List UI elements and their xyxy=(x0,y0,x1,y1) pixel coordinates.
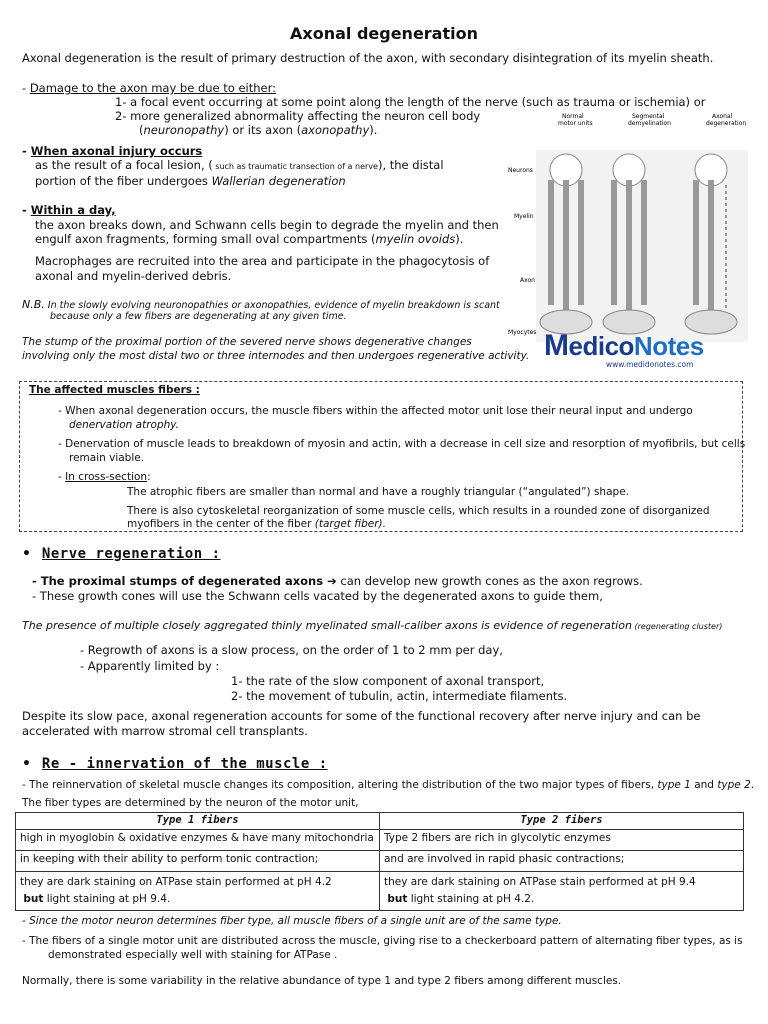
table-row xyxy=(16,830,744,851)
affected-bullet-2b: remain viable. xyxy=(69,452,145,464)
affected-bullet-1: - When axonal degeneration occurs, the muscle fibers within the affected motor unit lose their neural input and undergo xyxy=(58,405,693,417)
svg-text:motor units: motor units xyxy=(558,120,593,127)
figure-col-normal: Normal xyxy=(562,113,584,120)
nb-line-1: N.B. In the slowly evolving neuronopathies or axonopathies, evidence of myelin breakdown is scant xyxy=(22,298,500,311)
figure-row-myocytes: Myocytes xyxy=(508,329,537,336)
fiber-types-table xyxy=(15,812,744,911)
mediconotes-logo: MedicoNotes www.medidonotes.com xyxy=(544,329,704,369)
cross-section-1: The atrophic fibers are smaller than normal and have a roughly triangular (“angulated”) shape. xyxy=(127,486,629,498)
damage-heading: - Damage to the axon may be due to either: xyxy=(22,81,277,95)
affected-bullet-1b: denervation atrophy. xyxy=(69,419,180,431)
table-cell: high in myoglobin & oxidative enzymes & have many mitochondria xyxy=(16,830,380,851)
table-cell: in keeping with their ability to perform tonic contraction; xyxy=(16,851,380,872)
closing-line-2: - The fibers of a single motor unit are distributed across the muscle, giving rise to a checkerboard pattern of alternating fiber types, as is xyxy=(22,935,743,947)
regen-line-9: accelerated with marrow stromal cell transplants. xyxy=(22,724,308,738)
regen-line-8: Despite its slow pace, axonal regeneration accounts for some of the functional recovery after nerve injury and can be xyxy=(22,709,701,723)
table-cell: Type 2 fibers are rich in glycolytic enzymes xyxy=(380,830,744,851)
day-heading: - Within a day, xyxy=(22,203,116,217)
damage-item-2-detail: (neuronopathy) or its axon (axonopathy). xyxy=(139,123,378,137)
affected-bullet-2: - Denervation of muscle leads to breakdown of myosin and actin, with a decrease in cell size and resorption of myofibrils, but cells xyxy=(58,438,746,450)
table-header-type1: Type 1 fibers xyxy=(16,813,380,830)
affected-heading: The affected muscles fibers : xyxy=(29,384,200,396)
table-row xyxy=(16,851,744,872)
table-cell: they are dark staining on ATPase stain performed at pH 4.2 but light staining at pH 9.4. xyxy=(16,872,380,911)
affected-bullet-3: - In cross-section: xyxy=(58,471,151,483)
figure-row-axon: Axon xyxy=(520,277,535,284)
damage-item-1: 1- a focal event occurring at some point along the length of the nerve (such as trauma or ischemia) or xyxy=(115,95,706,109)
closing-line-1: - Since the motor neuron determines fiber type, all muscle fibers of a single unit are of the same type. xyxy=(22,915,562,927)
regen-line-5: - Apparently limited by : xyxy=(80,659,220,673)
regen-line-3: The presence of multiple closely aggregated thinly myelinated small-caliber axons is evidence of regeneration (regenerating cluster) xyxy=(22,619,723,632)
regen-line-1: - The proximal stumps of degenerated axons ➔ can develop new growth cones as the axon regrows. xyxy=(32,574,643,588)
day-line-2: engulf axon fragments, forming small oval compartments (myelin ovoids). xyxy=(35,232,464,246)
figure-col-segmental: Segmental xyxy=(632,113,665,120)
table-cell: and are involved in rapid phasic contractions; xyxy=(380,851,744,872)
injury-line-2: portion of the fiber undergoes Wallerian degeneration xyxy=(35,174,346,188)
intro-text: Axonal degeneration is the result of primary destruction of the axon, with secondary disintegration of its myelin sheath. xyxy=(22,51,714,65)
regen-line-4: - Regrowth of axons is a slow process, on the order of 1 to 2 mm per day, xyxy=(80,643,503,657)
reinnervation-heading: • Re - innervation of the muscle : xyxy=(22,756,328,772)
svg-text:demyelination: demyelination xyxy=(628,120,671,127)
injury-heading: - When axonal injury occurs xyxy=(22,144,203,158)
table-row xyxy=(16,872,744,911)
nb-line-2: because only a few fibers are degenerating at any given time. xyxy=(50,311,347,322)
regen-line-2: - These growth cones will use the Schwann cells vacated by the degenerated axons to guide them, xyxy=(32,589,603,603)
closing-line-3: demonstrated especially well with staining for ATPase . xyxy=(48,949,338,961)
regen-line-7: 2- the movement of tubulin, actin, intermediate filaments. xyxy=(231,689,568,703)
page-title: Axonal degeneration xyxy=(290,24,478,43)
injury-line-1: as the result of a focal lesion, ( such as traumatic transection of a nerve), the distal xyxy=(35,158,444,172)
cross-section-2b: myofibers in the center of the fiber (target fiber). xyxy=(127,518,386,530)
closing-line-4: Normally, there is some variability in the relative abundance of type 1 and type 2 fibers among different muscles. xyxy=(22,975,622,987)
table-cell: they are dark staining on ATPase stain performed at pH 9.4 but light staining at pH 4.2. xyxy=(380,872,744,911)
stump-line-2: involving only the most distal two or three internodes and then undergoes regenerative activity. xyxy=(22,350,530,362)
svg-text:degeneration: degeneration xyxy=(706,120,747,127)
figure-col-axonal: Axonal xyxy=(712,113,733,120)
day-line-1: the axon breaks down, and Schwann cells begin to degrade the myelin and then xyxy=(35,218,499,232)
regen-line-6: 1- the rate of the slow component of axonal transport, xyxy=(231,674,545,688)
cross-section-2: There is also cytoskeletal reorganization of some muscle cells, which results in a rounded zone of disorganized xyxy=(127,505,710,517)
stump-line-1: The stump of the proximal portion of the severed nerve shows degenerative changes xyxy=(22,336,472,348)
regen-heading: • Nerve regeneration : xyxy=(22,546,221,562)
day-line-4: axonal and myelin-derived debris. xyxy=(35,269,232,283)
reinnervation-line-1: - The reinnervation of skeletal muscle changes its composition, altering the distribution of the two major types of fibers, type 1 and type 2. xyxy=(22,779,755,791)
reinnervation-line-2: The fiber types are determined by the neuron of the motor unit, xyxy=(22,797,359,809)
table-header-type2: Type 2 fibers xyxy=(380,813,744,830)
day-line-3: Macrophages are recruited into the area and participate in the phagocytosis of xyxy=(35,254,490,268)
figure-row-myelin: Myelin xyxy=(514,213,534,220)
damage-item-2: 2- more generalized abnormality affecting the neuron cell body xyxy=(115,109,481,123)
figure-row-neurons: Neurons xyxy=(508,167,533,174)
